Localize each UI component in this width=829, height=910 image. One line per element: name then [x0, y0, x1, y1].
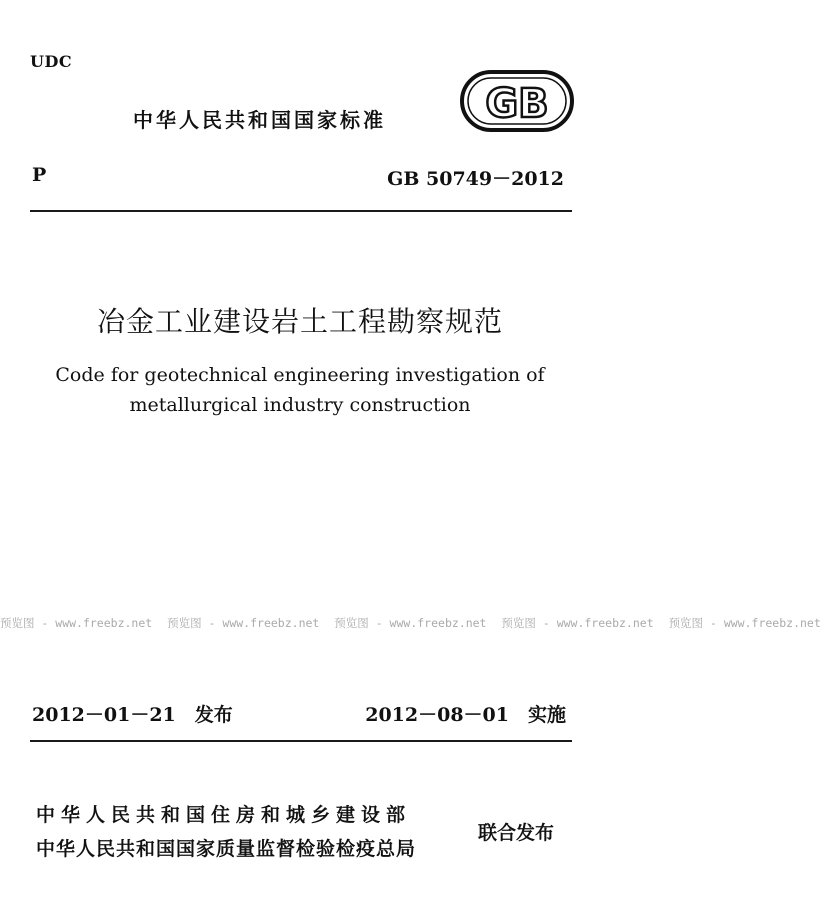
- watermark-text: 预览图 - www.freebz.net: [668, 616, 821, 630]
- title-english-line1: Code for geotechnical engineering investigation of: [55, 364, 545, 386]
- title-english: [0, 360, 600, 420]
- implementation-date: 2012－08－01 实施: [365, 704, 566, 726]
- gb-logo-text: GB: [485, 81, 549, 127]
- watermark-text: 预览图 - www.freebz.net: [501, 616, 654, 630]
- bottom-divider: [30, 740, 572, 742]
- udc-label: UDC: [30, 52, 73, 71]
- watermark-strip: [0, 608, 821, 638]
- classification-code: P: [32, 164, 47, 186]
- standard-number: GB 50749－2012: [387, 168, 564, 190]
- watermark-text: 预览图 - www.freebz.net: [334, 616, 487, 630]
- issue-date: 2012－01－21 发布: [32, 704, 233, 726]
- joint-issue-label: 联合发布: [478, 822, 555, 844]
- title-english-line2: metallurgical industry construction: [129, 394, 471, 416]
- issuer-ministry-housing: 中华人民共和国住房和城乡建设部: [36, 804, 412, 826]
- top-divider: [30, 210, 572, 212]
- watermark-text: 预览图 - www.freebz.net: [0, 616, 153, 630]
- issuer-aqsiq: 中华人民共和国国家质量监督检验检疫总局: [36, 838, 417, 860]
- watermark-text: 预览图 - www.freebz.net: [167, 616, 320, 630]
- title-chinese: 冶金工业建设岩土工程勘察规范: [96, 305, 503, 338]
- standard-type: 中华人民共和国国家标准: [133, 108, 386, 132]
- gb-logo-icon: [460, 70, 574, 132]
